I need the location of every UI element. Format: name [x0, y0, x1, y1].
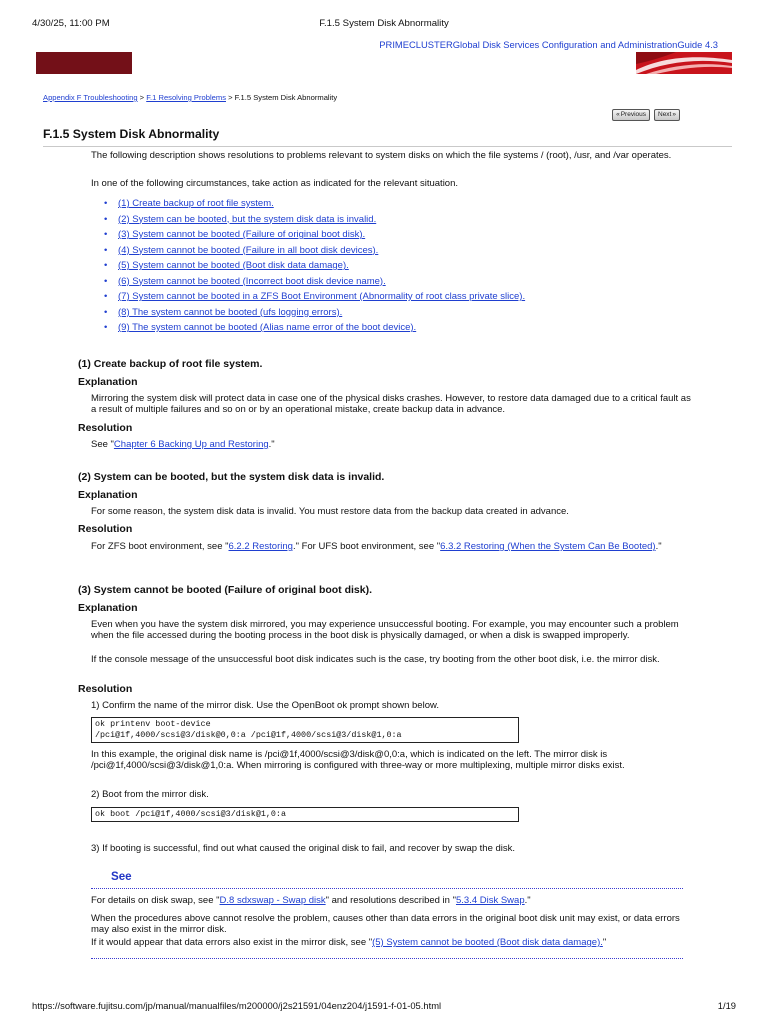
- print-url: https://software.fujitsu.com/jp/manual/manualfiles/m200000/j2s21591/04enz204/j1591-f-01-05.html: [32, 1000, 442, 1011]
- banner-right-image: [636, 52, 732, 74]
- next-label: Next: [658, 111, 672, 118]
- toc-link-9[interactable]: (9) The system cannot be booted (Alias name error of the boot device).: [118, 322, 417, 333]
- section-1-explanation-text: Mirroring the system disk will protect data in case one of the physical disks crashes. However, to restore data damaged due to a critical fault as a result of multiple failures and so on or by an operational mistake, create backup data in advance.: [91, 393, 691, 416]
- section-2-heading: (2) System can be booted, but the system disk data is invalid.: [78, 471, 385, 483]
- see-text: " and resolutions described in ": [325, 895, 456, 906]
- toc-link-6[interactable]: (6) System cannot be booted (Incorrect boot disk device name).: [118, 275, 386, 287]
- sdxswap-link[interactable]: D.8 sdxswap - Swap disk: [219, 895, 326, 906]
- list-item: [104, 259, 525, 275]
- section-3-explanation-heading: Explanation: [78, 602, 138, 614]
- see-line-2: When the procedures above cannot resolve the problem, causes other than data errors in the original boot disk unit may exist, or data errors may also exist in the mirror disk.: [91, 913, 680, 936]
- banner-swoosh-graphic: [636, 52, 732, 74]
- section-3-explanation-text: Even when you have the system disk mirrored, you may experience unsuccessful booting. For example, you may encounter such a problem when the file accessed during the booting process in the boot disk is physically damaged, or when a disk is swapped improperly.: [91, 619, 679, 642]
- disk-swap-link[interactable]: 5.3.4 Disk Swap: [455, 895, 525, 906]
- previous-label: Previous: [620, 111, 646, 118]
- see-text: For details on disk swap, see ": [91, 895, 220, 906]
- product-title: PRIMECLUSTERGlobal Disk Services Configuration and AdministrationGuide 4.3: [379, 39, 718, 50]
- section-1-heading: (1) Create backup of root file system.: [78, 358, 263, 370]
- section-2-explanation-text: For some reason, the system disk data is invalid. You must restore data from the backup data created in advance.: [91, 506, 569, 517]
- double-chevron-right-icon: »: [672, 111, 676, 118]
- intro-paragraph: The following description shows resolutions to problems relevant to system disks on which the file systems / (root), /usr, and /var operates.: [91, 150, 672, 161]
- toc-link-7[interactable]: (7) System cannot be booted in a ZFS Boot Environment (Abnormality of root class private slice).: [118, 291, 526, 302]
- intro-paragraph-2: In one of the following circumstances, take action as indicated for the relevant situation.: [91, 178, 459, 189]
- breadcrumb-link-appendix-f[interactable]: Appendix F Troubleshooting: [43, 93, 138, 102]
- breadcrumb: [43, 93, 337, 102]
- resolution-text: .": [655, 541, 662, 552]
- toc-link-3[interactable]: (3) System cannot be booted (Failure of original boot disk).: [118, 229, 366, 240]
- resolution-text: .": [268, 439, 275, 450]
- list-item: [104, 275, 525, 291]
- title-divider: [43, 146, 732, 147]
- section-1-resolution-heading: Resolution: [78, 422, 133, 434]
- section-2-resolution-heading: Resolution: [78, 523, 133, 535]
- list-item: [104, 228, 525, 244]
- pager: [612, 109, 680, 121]
- toc-link-1[interactable]: (1) Create backup of root file system.: [118, 198, 274, 209]
- double-chevron-left-icon: «: [616, 111, 620, 118]
- print-page-count: 1/19: [717, 1000, 736, 1011]
- see-top-divider: [91, 888, 683, 889]
- list-item: [104, 244, 525, 260]
- toc-link-8[interactable]: (8) The system cannot be booted (ufs logging errors).: [118, 306, 343, 318]
- code-block-boot: [91, 807, 519, 822]
- list-item: [104, 306, 525, 322]
- section-1-explanation-heading: Explanation: [78, 376, 138, 388]
- list-item: [104, 290, 525, 306]
- code-line: /pci@1f,4000/scsi@3/disk@0,0:a /pci@1f,4000/scsi@3/disk@1,0:a: [95, 730, 402, 740]
- restoring-6-3-2-link[interactable]: 6.3.2 Restoring (When the System Can Be Booted): [440, 541, 656, 552]
- chapter-6-link[interactable]: Chapter 6 Backing Up and Restoring: [113, 439, 269, 450]
- toc-link-5[interactable]: (5) System cannot be booted (Boot disk data damage).: [118, 260, 349, 271]
- breadcrumb-link-f1[interactable]: F.1 Resolving Problems: [146, 93, 226, 102]
- resolution-text: See ": [91, 439, 114, 450]
- see-text: .": [524, 895, 531, 906]
- page-title: F.1.5 System Disk Abnormality: [43, 127, 220, 141]
- section-3-resolution-heading: Resolution: [78, 683, 133, 695]
- banner-left-image: [36, 52, 132, 74]
- section-1-resolution-text: [91, 439, 691, 450]
- step-2-text: 2) Boot from the mirror disk.: [91, 789, 209, 800]
- see-line-3: [91, 937, 691, 948]
- see-text: If it would appear that data errors also exist in the mirror disk, see ": [91, 937, 373, 948]
- next-button[interactable]: [654, 109, 680, 121]
- code-line: ok printenv boot-device: [95, 719, 211, 729]
- breadcrumb-current: F.1.5 System Disk Abnormality: [234, 93, 338, 102]
- print-date: 4/30/25, 11:00 PM: [32, 18, 110, 29]
- list-item: [104, 213, 525, 229]
- example-text: In this example, the original disk name is /pci@1f,4000/scsi@3/disk@0,0:a, which is indicated on the left. The mirror disk is /pci@1f,4000/scsi@3/disk@1,0:a. When mirroring is configured with three-way or more multiplexing, multiple mirror disks exist.: [91, 749, 625, 772]
- see-text: ": [602, 937, 607, 948]
- code-line: ok boot /pci@1f,4000/scsi@3/disk@1,0:a: [95, 809, 286, 819]
- print-header: [32, 18, 736, 30]
- boot-disk-damage-link[interactable]: (5) System cannot be booted (Boot disk data damage).: [372, 937, 603, 948]
- previous-button[interactable]: [612, 109, 650, 121]
- step-3-text: 3) If booting is successful, find out what caused the original disk to fail, and recover by swap the disk.: [91, 843, 516, 854]
- see-note-title: See: [111, 870, 132, 883]
- print-doc-title: F.1.5 System Disk Abnormality: [319, 18, 449, 29]
- list-item: [104, 197, 525, 213]
- section-2-resolution-text: [91, 541, 691, 552]
- toc-link-2[interactable]: (2) System can be booted, but the system disk data is invalid.: [118, 213, 377, 225]
- toc-link-4[interactable]: (4) System cannot be booted (Failure in all boot disk devices).: [118, 244, 379, 256]
- resolution-text: ." For UFS boot environment, see ": [292, 541, 441, 552]
- list-item: [104, 321, 525, 337]
- restoring-6-2-2-link[interactable]: 6.2.2 Restoring: [228, 541, 293, 552]
- breadcrumb-separator: >: [226, 93, 235, 102]
- print-footer: [32, 1000, 736, 1012]
- section-3-explanation-text-2: If the console message of the unsuccessful boot disk indicates such is the case, try booting from the other boot disk, i.e. the mirror disk.: [91, 654, 660, 665]
- code-block-printenv: [91, 717, 519, 743]
- see-line-1: [91, 895, 691, 906]
- section-3-heading: (3) System cannot be booted (Failure of original boot disk).: [78, 584, 373, 596]
- breadcrumb-separator: >: [137, 93, 147, 102]
- resolution-text: For ZFS boot environment, see ": [91, 541, 229, 552]
- see-bottom-divider: [91, 958, 683, 959]
- toc-list: [104, 197, 525, 337]
- step-1-text: 1) Confirm the name of the mirror disk. Use the OpenBoot ok prompt shown below.: [91, 700, 439, 711]
- section-2-explanation-heading: Explanation: [78, 489, 138, 501]
